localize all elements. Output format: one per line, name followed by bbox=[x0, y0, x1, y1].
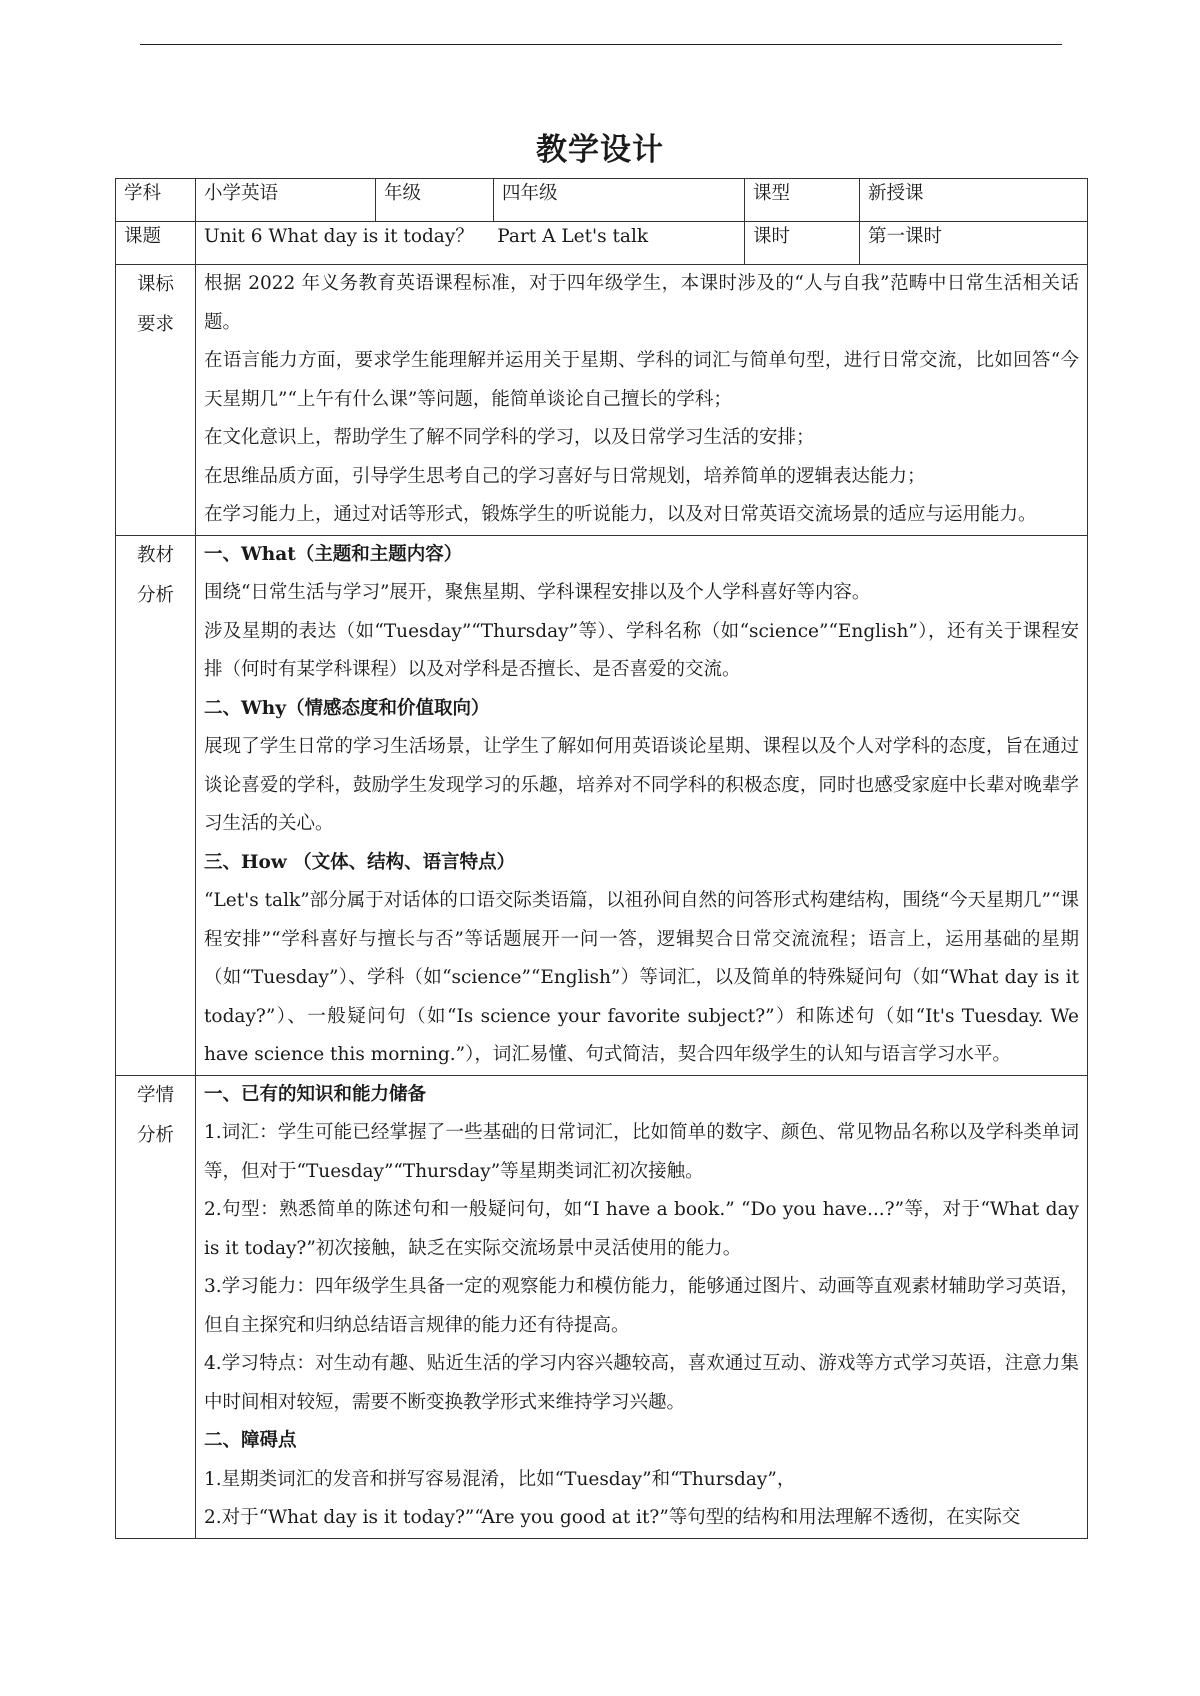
standards-label-line1: 课标 bbox=[136, 274, 174, 295]
prior-knowledge-heading: 一、已有的知识和能力储备 bbox=[204, 1083, 427, 1105]
learners-paragraph: 4.学习特点：对生动有趣、贴近生活的学习内容兴趣较高，喜欢通过互动、游戏等方式学习英语，注意力集中时间相对较短，需要不断变换教学形式来维持学习兴趣。 bbox=[204, 1353, 1079, 1413]
standards-label bbox=[116, 265, 196, 536]
header-rule bbox=[140, 44, 1062, 45]
standards-label-line2: 要求 bbox=[136, 314, 174, 335]
learners-paragraph: 2.句型：熟悉简单的陈述句和一般疑问句，如“I have a book.” “Do you have...?”等，对于“What day is it today?”初次接触，缺乏在实际交流场景中灵活使用的能力。 bbox=[204, 1199, 1079, 1259]
header-row-subject bbox=[116, 179, 1088, 222]
topic-label: 课题 bbox=[116, 222, 196, 265]
standards-content bbox=[196, 265, 1088, 536]
textbook-label-line1: 教材 bbox=[136, 544, 174, 566]
standards-paragraph: 在语言能力方面，要求学生能理解并运用关于星期、学科的词汇与简单句型，进行日常交流，比如回答“今天星期几”“上午有什么课”等问题，能简单谈论自己擅长的学科； bbox=[204, 350, 1079, 410]
textbook-content bbox=[196, 535, 1088, 1075]
grade-label: 年级 bbox=[376, 179, 494, 222]
standards-paragraph: 根据 2022 年义务教育英语课程标准，对于四年级学生，本课时涉及的“人与自我”范畴中日常生活相关话题。 bbox=[204, 273, 1079, 333]
lesson-type-value: 新授课 bbox=[860, 179, 1088, 222]
subject-label: 学科 bbox=[116, 179, 196, 222]
lesson-type-label: 课型 bbox=[745, 179, 860, 222]
standards-paragraph: 在学习能力上，通过对话等形式，锻炼学生的听说能力，以及对日常英语交流场景的适应与运用能力。 bbox=[204, 504, 1037, 525]
grade-value: 四年级 bbox=[494, 179, 745, 222]
obstacles-paragraph: 1.星期类词汇的发音和拼写容易混淆，比如“Tuesday”和“Thursday”， bbox=[204, 1468, 796, 1490]
document-title: 教学设计 bbox=[536, 132, 664, 168]
period-label: 课时 bbox=[745, 222, 860, 265]
how-paragraph: “Let's talk”部分属于对话体的口语交际类语篇，以祖孙间自然的问答形式构建结构，围绕“今天星期几”“课程安排”“学科喜好与擅长与否”等话题展开一问一答，逻辑契合日常交流流程；语言上，运用基础的星期（如“Tuesday”）、学科（如“science”“English”）等词汇，以及简单的特殊疑问句（如“What day is it today?”）、一般疑问句（如“Is science your favorite subject?”）和陈述句（如“It's Tuesday. We have science this morning.”），词汇易懂、句式简洁，契合四年级学生的认知与语言学习水平。 bbox=[204, 890, 1079, 1065]
why-paragraph: 展现了学生日常的学习生活场景，让学生了解如何用英语谈论星期、课程以及个人对学科的态度，旨在通过谈论喜爱的学科，鼓励学生发现学习的乐趣，培养对不同学科的积极态度，同时也感受家庭中长辈对晚辈学习生活的关心。 bbox=[204, 736, 1079, 834]
lesson-plan-table bbox=[115, 178, 1088, 1539]
standards-paragraph: 在文化意识上，帮助学生了解不同学科的学习，以及日常学习生活的安排； bbox=[204, 427, 815, 448]
textbook-label bbox=[116, 535, 196, 1075]
textbook-row bbox=[116, 535, 1088, 1075]
learners-paragraph: 1.词汇：学生可能已经掌握了一些基础的日常词汇，比如简单的数字、颜色、常见物品名称以及学科类单词等，但对于“Tuesday”“Thursday”等星期类词汇初次接触。 bbox=[204, 1122, 1079, 1182]
what-paragraph: 涉及星期的表达（如“Tuesday”“Thursday”等）、学科名称（如“science”“English”），还有关于课程安排（何时有某学科课程）以及对学科是否擅长、是否喜爱的交流。 bbox=[204, 620, 1079, 680]
how-heading: 三、How （文体、结构、语言特点） bbox=[204, 851, 516, 873]
obstacles-paragraph: 2.对于“What day is it today?”“Are you good at it?”等句型的结构和用法理解不透彻，在实际交 bbox=[204, 1507, 1021, 1528]
what-heading: 一、What（主题和主题内容） bbox=[204, 543, 463, 565]
learners-label-line1: 学情 bbox=[136, 1084, 174, 1106]
textbook-label-line2: 分析 bbox=[136, 584, 174, 606]
why-heading: 二、Why（情感态度和价值取向） bbox=[204, 697, 490, 719]
learners-row bbox=[116, 1075, 1088, 1538]
learners-label-line2: 分析 bbox=[136, 1124, 174, 1146]
what-paragraph: 围绕“日常生活与学习”展开，聚焦星期、学科课程安排以及个人学科喜好等内容。 bbox=[204, 582, 871, 603]
subject-value: 小学英语 bbox=[196, 179, 376, 222]
header-row-topic bbox=[116, 222, 1088, 265]
period-value: 第一课时 bbox=[860, 222, 1088, 265]
standards-row bbox=[116, 265, 1088, 536]
learners-label bbox=[116, 1075, 196, 1538]
learners-content bbox=[196, 1075, 1088, 1538]
obstacles-heading: 二、障碍点 bbox=[204, 1430, 297, 1451]
standards-paragraph: 在思维品质方面，引导学生思考自己的学习喜好与日常规划，培养简单的逻辑表达能力； bbox=[204, 465, 926, 487]
topic-value: Unit 6 What day is it today？ Part A Let's talk bbox=[196, 222, 745, 265]
learners-paragraph: 3.学习能力：四年级学生具备一定的观察能力和模仿能力，能够通过图片、动画等直观素材辅助学习英语，但自主探究和归纳总结语言规律的能力还有待提高。 bbox=[204, 1276, 1079, 1336]
